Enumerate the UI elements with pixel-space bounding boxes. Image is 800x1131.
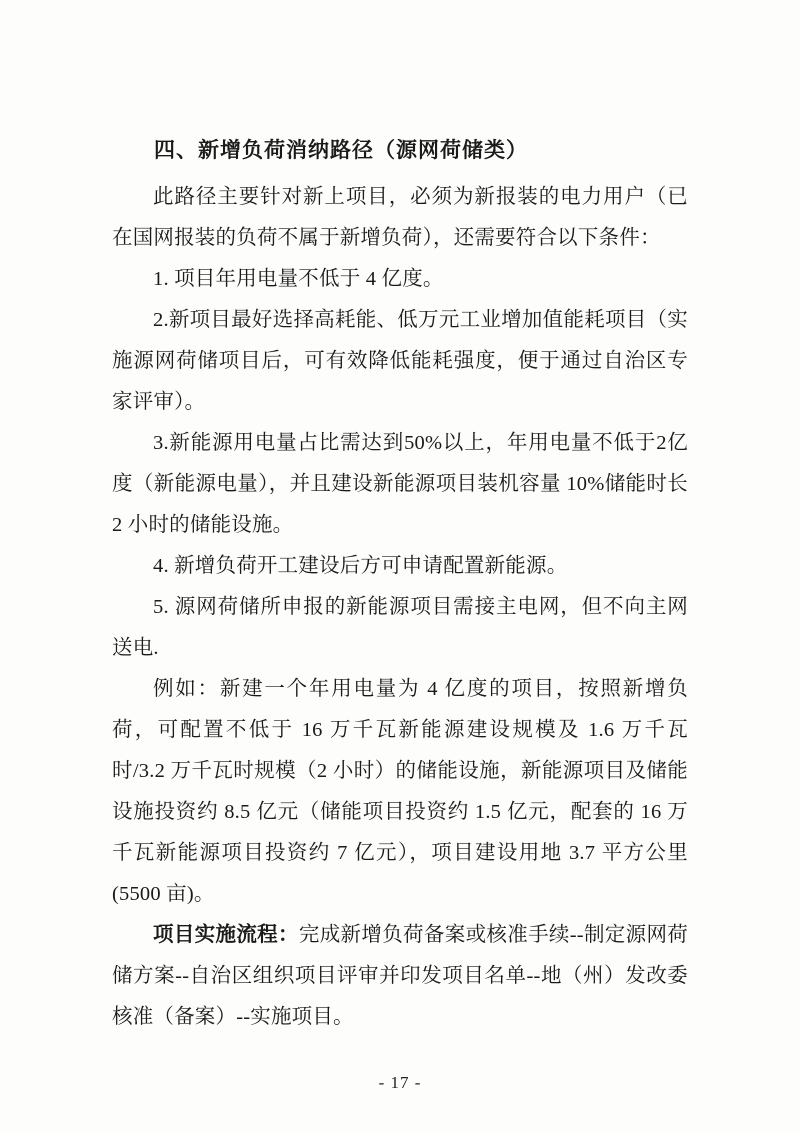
document-body: [112, 130, 688, 1038]
implementation-flow-label: 项目实施流程：: [153, 924, 299, 946]
paragraph-item-2: 2.新项目最好选择高耗能、低万元工业增加值能耗项目（实施源网荷储项目后，可有效降低能耗强度，便于通过自治区专家评审）。: [112, 309, 688, 413]
section-heading: 四、新增负荷消纳路径（源网荷储类）: [154, 138, 528, 162]
page-footer: [0, 1073, 800, 1093]
paragraph-item-4: 4. 新增负荷开工建设后方可申请配置新能源。: [153, 555, 568, 577]
implementation-flow-text: 完成新增负荷备案或核准手续--制定源网荷储方案--自治区组织项目评审并印发项目名单--地（州）发改委核准（备案）--实施项目。: [112, 924, 689, 1028]
paragraph-example: 例如：新建一个年用电量为 4 亿度的项目，按照新增负荷，可配置不低于 16 万千瓦新能源建设规模及 1.6 万千瓦时/3.2 万千瓦时规模（2 小时）的储能设施，新能源项目及储能设施投资约 8.5 亿元（储能项目投资约 1.5 亿元，配套的 16 万千瓦新能源项目投资约 7 亿元），项目建设用地 3.7 平方公里(5500 亩)。: [112, 678, 688, 905]
paragraph-item-5: 5. 源网荷储所申报的新能源项目需接主电网，但不向主网送电.: [112, 596, 688, 659]
paragraph-item-3: 3.新能源用电量占比需达到50%以上，年用电量不低于2亿度（新能源电量），并且建设新能源项目装机容量 10%储能时长 2 小时的储能设施。: [112, 432, 688, 536]
page-number: - 17 -: [378, 1073, 422, 1092]
paragraph-intro: 此路径主要针对新上项目，必须为新报装的电力用户（已在国网报装的负荷不属于新增负荷），还需要符合以下条件：: [112, 186, 688, 249]
paragraph-item-1: 1. 项目年用电量不低于 4 亿度。: [153, 268, 444, 290]
paragraph-implementation-flow: [112, 915, 688, 1038]
